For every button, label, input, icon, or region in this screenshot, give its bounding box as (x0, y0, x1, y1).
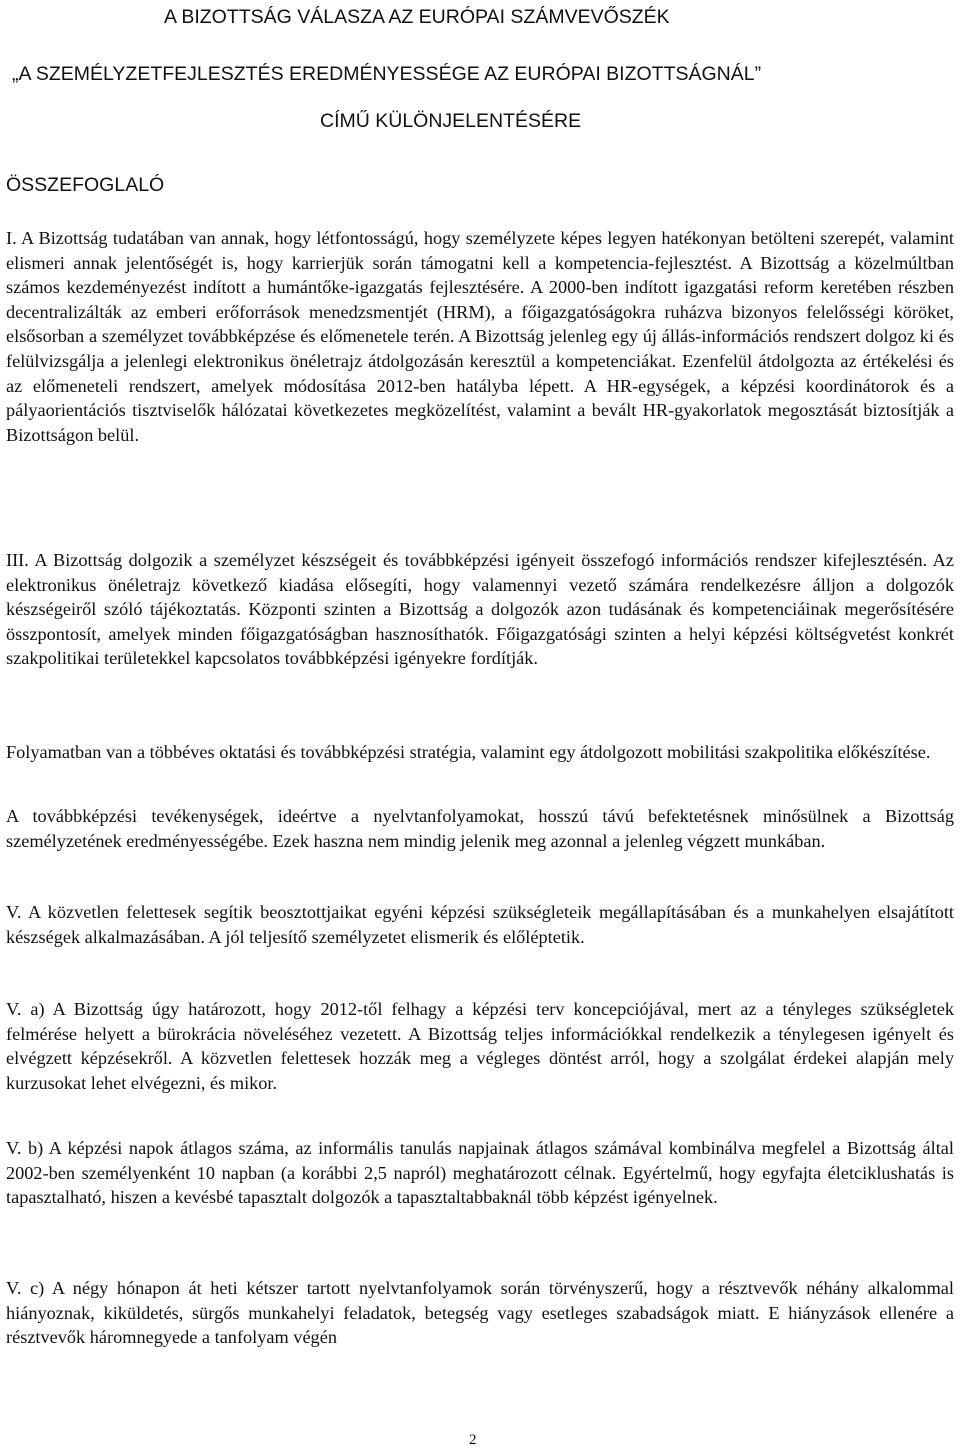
heading-line-1: A BIZOTTSÁG VÁLASZA AZ EURÓPAI SZÁMVEVŐSZÉK (164, 6, 670, 28)
paragraph-v-c: V. c) A négy hónapon át heti kétszer tartott nyelvtanfolyamok során törvényszerű, hogy a résztvevők néhány alkalommal hiányoznak, kiküldetés, sürgős munkahelyi feladatok, betegség vagy esetleges szabadságok miatt. E hiányzások ellenére a résztvevők háromnegyede a tanfolyam végén (6, 1278, 954, 1348)
paragraph-v-a: V. a) A Bizottság úgy határozott, hogy 2012-től felhagy a képzési terv koncepciójával, mert az a tényleges szükségletek felmérése helyett a bürokrácia növeléséhez vezetett. A Bizottság teljes információkkal rendelkezik a ténylegesen igényelt és elvégzett képzésekről. A közvetlen felettesek hozzák meg a végleges döntést arról, hogy a szolgálat érdekei alapján mely kurzusokat lehet elvégezni, és mikor. (6, 999, 954, 1093)
paragraph-i: I. A Bizottság tudatában van annak, hogy létfontosságú, hogy személyzete képes legyen hatékonyan betölteni szerepét, valamint elismeri annak jelentőségét is, hogy karrierjük során támogatni kell a kompetencia-fejlesztést. A Bizottság a közelmúltban számos kezdeményezést indított a humántőke-igazgatás fejlesztésére. A 2000-ben indított igazgatási reform keretében részben decentralizálták az emberi erőforrások menedzsmentjét (HRM), a főigazgatóságokra ruházva bizonyos felelősségi köröket, elsősorban a személyzet továbbképzése és előmenetele terén. A Bizottság jelenleg egy új állás-információs rendszert dolgoz ki és felülvizsgálja a jelenlegi elektronikus önéletrajz átdolgozásán keresztül a kompetenciákat. Ezenfelül átdolgozta az értékelési és az előmeneteli rendszert, amelyek módosítása 2012-ben hatályba lépett. A HR-egységek, a képzési koordinátorok és a pályaorientációs tisztviselők hálózatai következetes megközelítést, valamint a bevált HR-gyakorlatok megosztását biztosítják a Bizottságon belül. (6, 228, 954, 445)
paragraph-v: V. A közvetlen felettesek segítik beosztottjaikat egyéni képzési szükségleteik megállapításában és a munkahelyen elsajátított készségek alkalmazásában. A jól teljesítő személyzetet elismerik és előléptetik. (6, 902, 954, 947)
heading-line-3: CÍMŰ KÜLÖNJELENTÉSÉRE (320, 110, 582, 132)
paragraph-iii: III. A Bizottság dolgozik a személyzet készségeit és továbbképzési igényeit összefogó információs rendszer kifejlesztésén. Az elektronikus önéletrajz következő kiadása elősegíti, hogy valamennyi vezető számára rendelkezésre álljon a dolgozók készségeiről szóló tájékoztatás. Központi szinten a Bizottság a dolgozók azon tudásának és kompetenciáinak megerősítésére összpontosít, amelyek minden főigazgatóságban hasznosíthatók. Főigazgatósági szinten a helyi képzési költségvetést konkrét szakpolitikai területekkel kapcsolatos továbbképzési igényekre fordítják. (6, 550, 954, 669)
paragraph-v-b: V. b) A képzési napok átlagos száma, az informális tanulás napjainak átlagos számával kombinálva megfelel a Bizottság által 2002-ben személyenként 10 napban (a korábbi 2,5 napról) meghatározott célnak. Egyértelmű, hogy egyfajta életciklushatás is tapasztalható, hiszen a kevésbé tapasztalt dolgozók a tapasztaltabbaknál több képzést igényelnek. (6, 1138, 954, 1208)
heading-line-2: „A SZEMÉLYZETFEJLESZTÉS EREDMÉNYESSÉGE AZ EURÓPAI BIZOTTSÁGNÁL” (12, 63, 762, 85)
paragraph-investment: A továbbképzési tevékenységek, ideértve a nyelvtanfolyamokat, hosszú távú befektetésnek minősülnek a Bizottság személyzetének eredményességébe. Ezek haszna nem mindig jelenik meg azonnal a jelenleg végzett munkában. (6, 806, 954, 851)
page-number: 2 (469, 1432, 477, 1448)
paragraph-strategy: Folyamatban van a többéves oktatási és továbbképzési stratégia, valamint egy átdolgozott mobilitási szakpolitika előkészítése. (6, 742, 931, 762)
section-heading: ÖSSZEFOGLALÓ (6, 174, 165, 196)
